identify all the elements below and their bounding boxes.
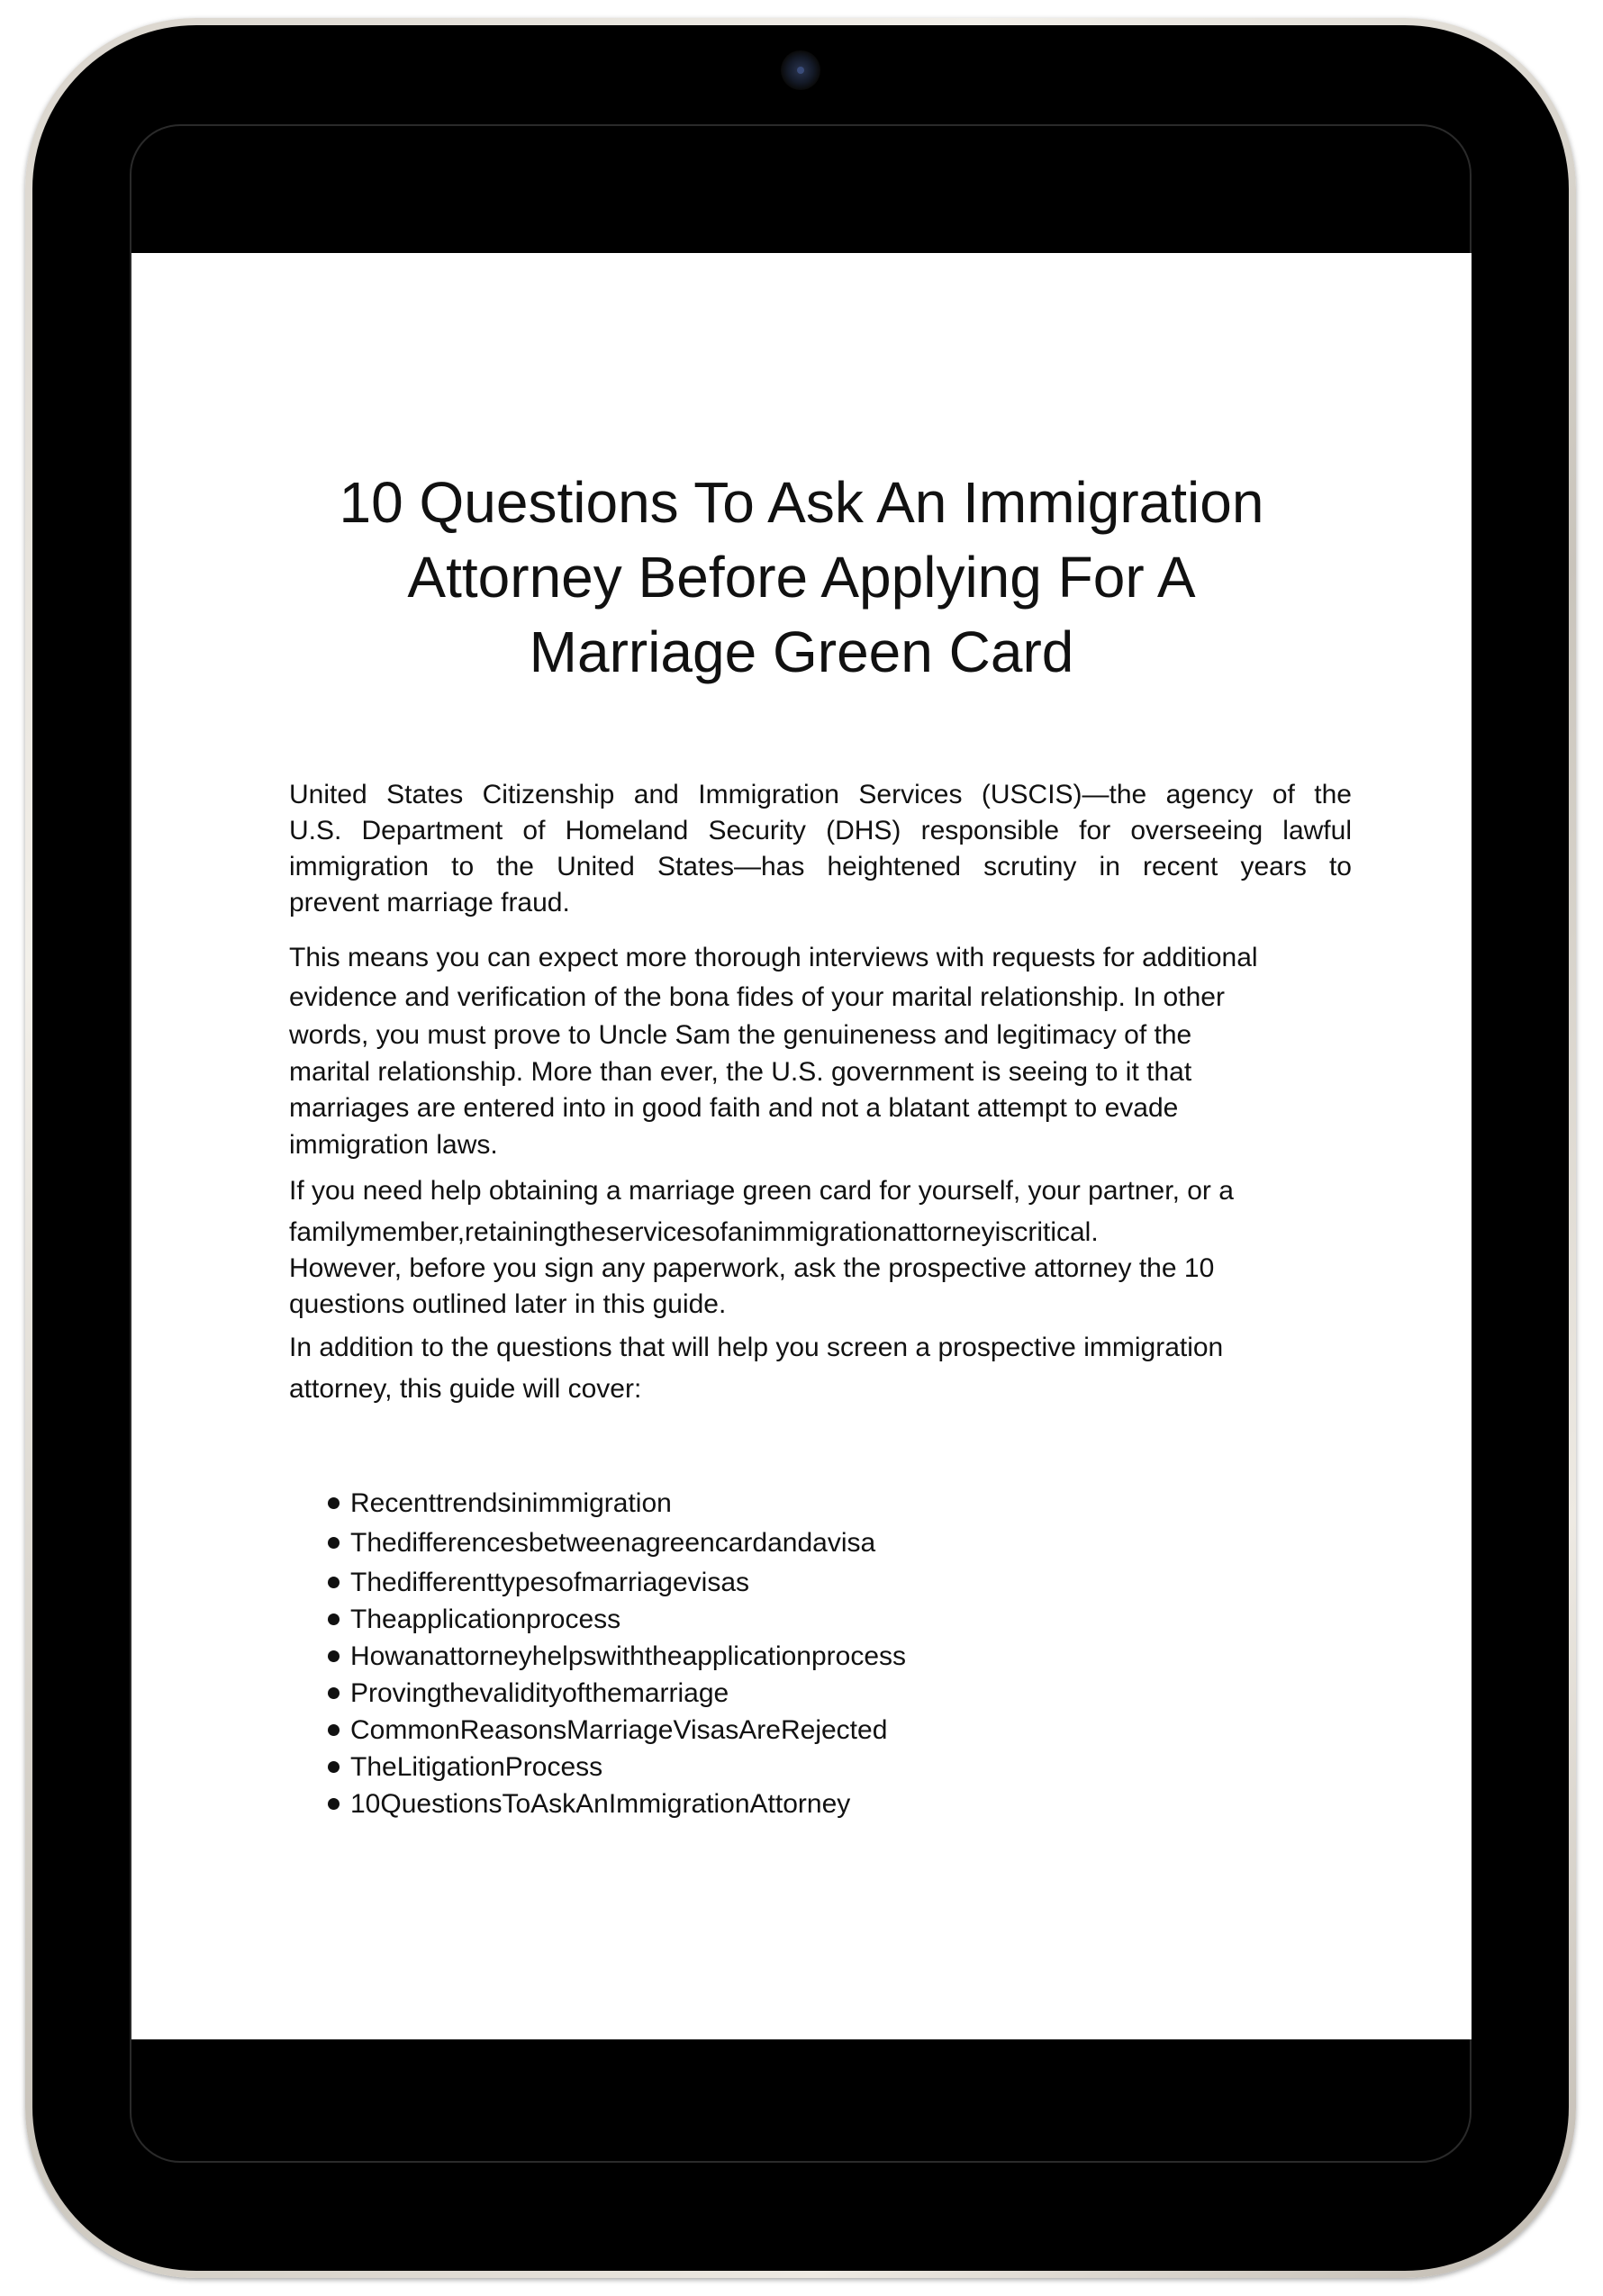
list-item-text: Theapplicationprocess: [350, 1604, 621, 1634]
document-title: [131, 466, 1472, 690]
list-item-text: Thedifferencesbetweenagreencardandavisa: [350, 1527, 876, 1558]
paragraph-interviews: [289, 940, 1352, 1163]
list-item-text: Howanattorneyhelpswiththeapplicationprocess: [350, 1641, 907, 1671]
list-item: [328, 1675, 906, 1712]
paragraph-line: familymember,retainingtheservicesofanimmigrationattorneyiscritical.: [289, 1217, 1099, 1247]
list-item: [328, 1638, 906, 1675]
list-item: [328, 1564, 906, 1601]
paragraph-line: immigration to the United States—has heightened scrutiny in recent years to: [289, 852, 1352, 881]
list-item-text: Thedifferenttypesofmarriagevisas: [350, 1567, 749, 1597]
paragraph-line: prevent marriage fraud.: [289, 888, 570, 917]
paragraph-line: If you need help obtaining a marriage green card for yourself, your partner, or a: [289, 1176, 1234, 1206]
bullet-icon: [328, 1497, 340, 1509]
paragraph-line: However, before you sign any paperwork, ask the prospective attorney the 10: [289, 1253, 1215, 1283]
paragraph-line: marital relationship. More than ever, the U.S. government is seeing to it that: [289, 1057, 1192, 1087]
bullet-icon: [328, 1614, 340, 1625]
paragraph-line: words, you must prove to Uncle Sam the genuineness and legitimacy of the: [289, 1020, 1192, 1050]
camera-lens: [797, 67, 804, 74]
list-item-text: Recenttrendsinimmigration: [350, 1487, 672, 1518]
front-camera-icon: [781, 50, 820, 90]
bullet-icon: [328, 1650, 340, 1662]
paragraph-before-sign: [289, 1251, 1352, 1323]
paragraph-line: questions outlined later in this guide.: [289, 1289, 727, 1319]
paragraph-line: marriages are entered into in good faith and not a blatant attempt to evade: [289, 1093, 1179, 1123]
paragraph-line: attorney, this guide will cover:: [289, 1374, 642, 1404]
bullet-icon: [328, 1537, 340, 1549]
paragraph-guide-covers: [289, 1330, 1352, 1407]
paragraph-line: immigration laws.: [289, 1130, 498, 1160]
paragraph-line: United States Citizenship and Immigration Services (USCIS)—the agency of the: [289, 780, 1352, 809]
list-item: [328, 1712, 906, 1749]
list-item-text: 10QuestionsToAskAnImmigrationAttorney: [350, 1788, 851, 1819]
title-line: 10 Questions To Ask An Immigration: [339, 470, 1264, 535]
paragraph-line: evidence and verification of the bona fides of your marital relationship. In other: [289, 982, 1225, 1012]
paragraph-line: U.S. Department of Homeland Security (DHS) responsible for overseeing lawful: [289, 816, 1352, 845]
bullet-icon: [328, 1687, 340, 1699]
list-item: [328, 1749, 906, 1785]
title-line: Marriage Green Card: [529, 619, 1074, 684]
paragraph-uscis: [289, 777, 1352, 921]
bullet-icon: [328, 1798, 340, 1810]
list-item-text: Provingthevalidityofthemarriage: [350, 1677, 729, 1708]
bullet-icon: [328, 1761, 340, 1773]
list-item: [328, 1522, 906, 1564]
list-item-text: TheLitigationProcess: [350, 1751, 603, 1782]
list-item-text: CommonReasonsMarriageVisasAreRejected: [350, 1714, 888, 1745]
bullet-icon: [328, 1577, 340, 1588]
document-page[interactable]: [131, 253, 1472, 2039]
paragraph-line: This means you can expect more thorough interviews with requests for additional: [289, 943, 1258, 972]
title-line: Attorney Before Applying For A: [407, 545, 1196, 610]
bullet-icon: [328, 1724, 340, 1736]
paragraph-line: In addition to the questions that will help you screen a prospective immigration: [289, 1333, 1224, 1362]
topics-list: [328, 1485, 906, 1822]
list-item: [328, 1785, 906, 1822]
list-item: [328, 1485, 906, 1522]
paragraph-help: [289, 1173, 1352, 1251]
list-item: [328, 1601, 906, 1638]
